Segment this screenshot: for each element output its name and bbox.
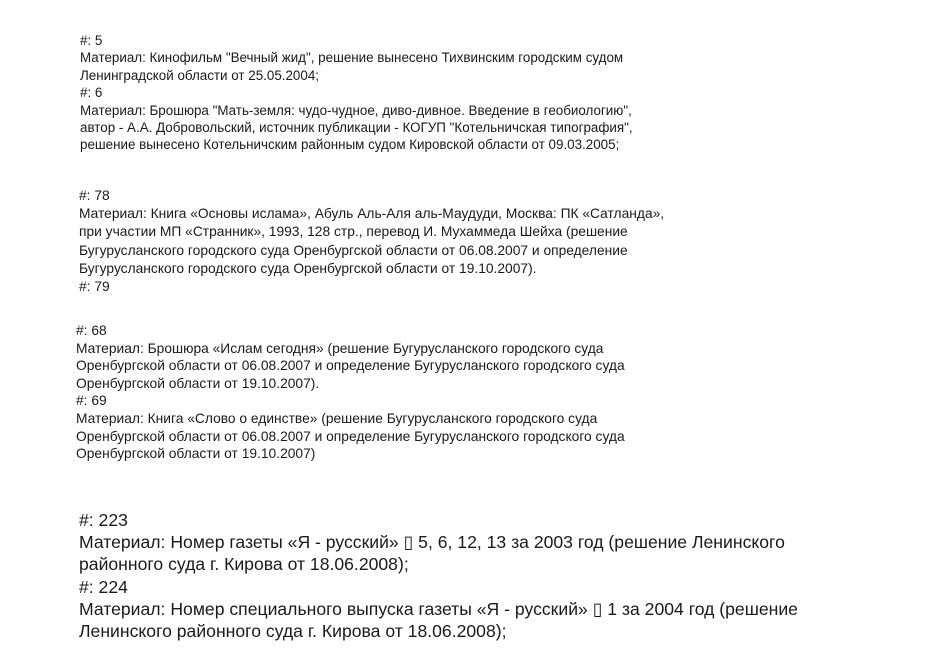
text-line: #: 69 bbox=[76, 393, 107, 409]
text-line: #: 223 bbox=[79, 510, 128, 530]
text-line: Оренбургской области от 06.08.2007 и определение Бугурусланского городского суда bbox=[76, 358, 625, 374]
text-line: #: 68 bbox=[76, 323, 107, 338]
text-fragment-1 bbox=[80, 32, 840, 152]
text-line: Бугурусланского городского суда Оренбургской области от 19.10.2007). bbox=[79, 260, 537, 276]
text-line: #: 78 bbox=[79, 188, 110, 203]
text-fragment-2 bbox=[79, 187, 839, 295]
text-line: районного суда г. Кирова от 18.06.2008); bbox=[79, 554, 409, 575]
text-line: Оренбургской области от 06.08.2007 и определение Бугурусланского городского суда bbox=[76, 428, 625, 444]
text-line: #: 79 bbox=[79, 279, 110, 295]
text-line: решение вынесено Котельничским районным судом Кировской области от 09.03.2005; bbox=[80, 137, 620, 153]
text-line: автор - А.А. Добровольский, источник публикации - КОГУП "Котельничская типография", bbox=[80, 120, 633, 136]
text-line: Ленинградской области от 25.05.2004; bbox=[80, 67, 319, 83]
text-fragment-4 bbox=[79, 509, 919, 649]
text-line: #: 224 bbox=[79, 576, 128, 597]
text-line: при участии МП «Странник», 1993, 128 стр., перевод И. Мухаммеда Шейха (решение bbox=[79, 224, 628, 240]
text-line: Материал: Брошюра «Ислам сегодня» (решение Бугурусланского городского суда bbox=[76, 340, 604, 356]
text-line: Материал: Книга «Слово о единстве» (решение Бугурусланского городского суда bbox=[76, 410, 598, 426]
text-line: Материал: Номер специального выпуска газеты «Я - русский» ▯ 1 за 2004 год (решение bbox=[79, 598, 798, 619]
text-line: Оренбургской области от 19.10.2007). bbox=[76, 375, 320, 391]
text-fragment-3 bbox=[76, 322, 836, 462]
text-line: Ленинского районного суда г. Кирова от 18.06.2008); bbox=[79, 621, 507, 642]
text-line: Бугурусланского городского суда Оренбургской области от 06.08.2007 и определение bbox=[79, 242, 628, 258]
text-line: Материал: Брошюра "Мать-земля: чудо-чудное, диво-дивное. Введение в геобиологию", bbox=[80, 102, 632, 118]
text-line: Оренбургской области от 19.10.2007) bbox=[76, 446, 316, 462]
text-line: Материал: Номер газеты «Я - русский» ▯ 5, 6, 12, 13 за 2003 год (решение Ленинского bbox=[79, 532, 785, 553]
text-line: Материал: Книга «Основы ислама», Абуль Аль-Аля аль-Маудуди, Москва: ПК «Сатланда», bbox=[79, 206, 665, 222]
text-line: #: 5 bbox=[80, 33, 103, 48]
text-line: #: 6 bbox=[80, 85, 103, 101]
text-line: Материал: Кинофильм "Вечный жид", решение вынесено Тихвинским городским судом bbox=[80, 50, 624, 66]
